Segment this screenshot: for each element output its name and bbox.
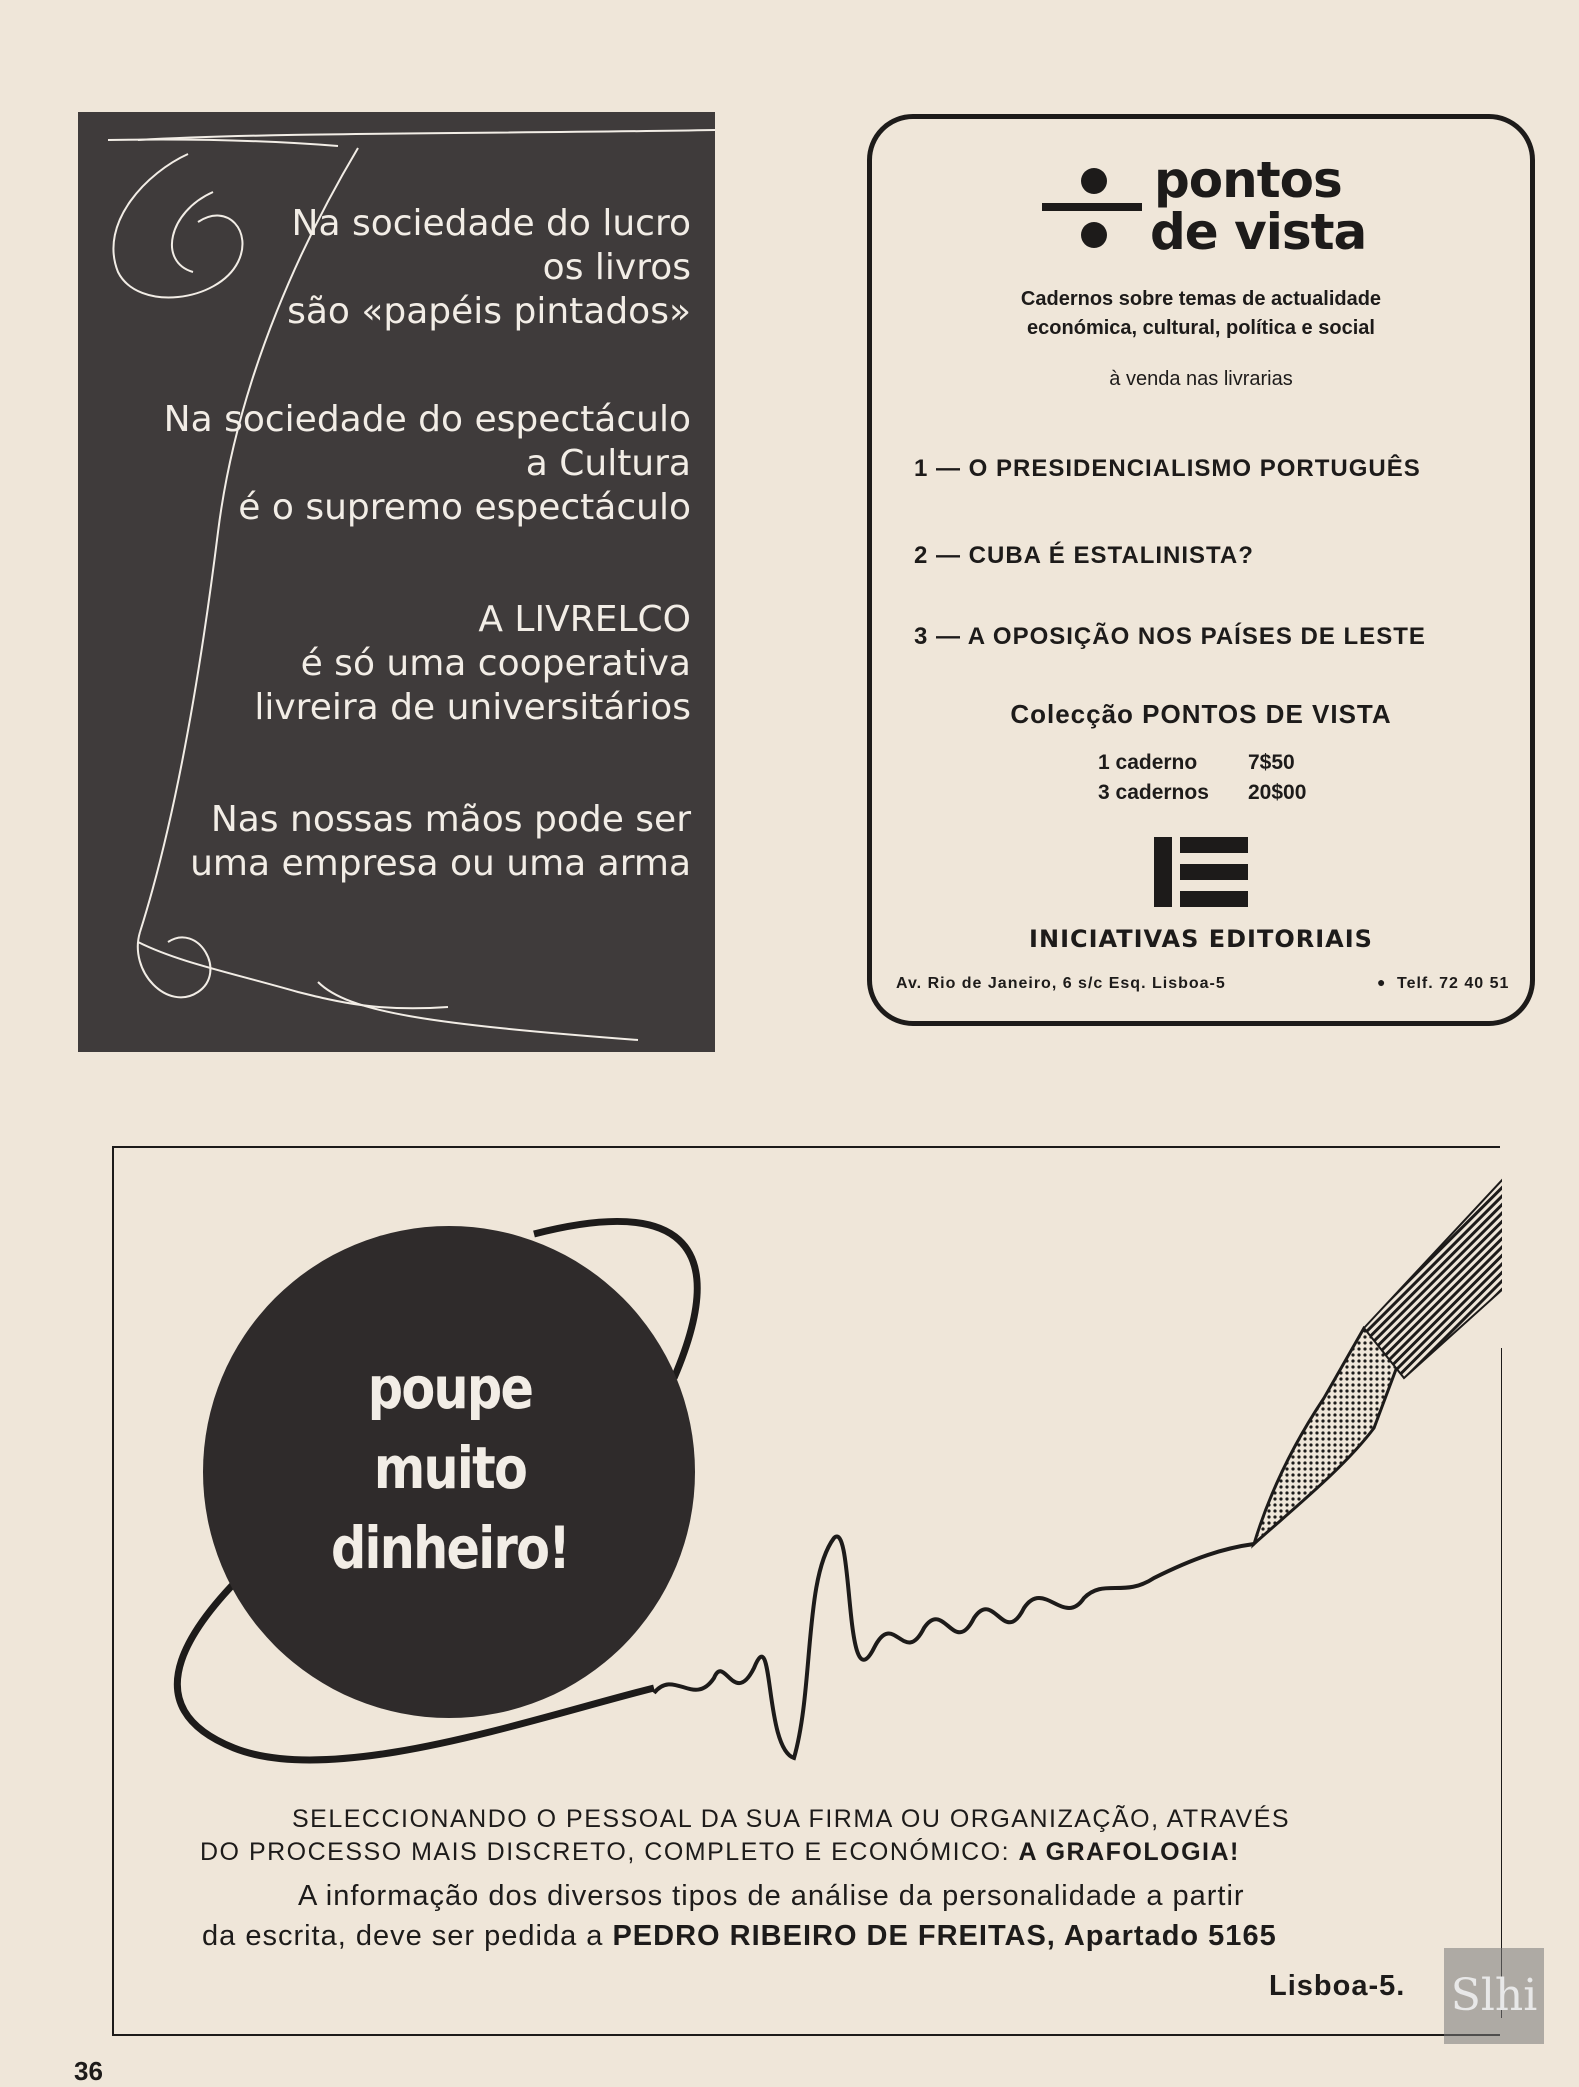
headline-poupe: poupe — [367, 1354, 533, 1422]
iniciativas-editoriais-logo-icon — [1154, 837, 1248, 907]
publisher-phone: Telf. 72 40 51 — [1397, 975, 1510, 992]
grafologia-advert — [112, 1146, 1500, 2036]
pontos-collection: Colecção PONTOS DE VISTA — [1010, 699, 1392, 729]
pontos-availability: à venda nas livrarias — [1109, 368, 1293, 390]
livrelco-line: Na sociedade do espectáculo — [163, 399, 691, 440]
livrelco-line: é só uma cooperativa — [300, 643, 691, 684]
publisher-name: INICIATIVAS EDITORIAIS — [1029, 925, 1373, 953]
pontos-item: 1 — O PRESIDENCIALISMO PORTUGUÊS — [914, 455, 1421, 482]
price-label: 1 caderno — [1098, 751, 1198, 774]
livrelco-line: uma empresa ou uma arma — [190, 843, 691, 884]
price-label: 3 cadernos — [1098, 781, 1209, 804]
livrelco-line: são «papéis pintados» — [287, 291, 691, 332]
headline-dinheiro: dinheiro! — [330, 1514, 570, 1582]
headline-muito: muito — [373, 1434, 527, 1502]
watermark-logo: Slhi — [1444, 1948, 1544, 2044]
grafologia-city: Lisboa-5. — [1269, 1970, 1406, 2002]
livrelco-line: os livros — [542, 247, 691, 288]
pontos-de-vista-advert — [867, 114, 1535, 1026]
grafologia-body-text: da escrita, deve ser pedida a — [202, 1920, 613, 1952]
livrelco-line: A LIVRELCO — [478, 599, 691, 640]
grafologia-body-line: A informação dos diversos tipos de análise da personalidade a partir — [298, 1880, 1245, 1912]
pontos-title: de vista — [1150, 203, 1367, 261]
livrelco-line: a Cultura — [525, 443, 691, 484]
grafologia-body-line — [202, 1920, 1277, 1953]
publisher-address: Av. Rio de Janeiro, 6 s/c Esq. Lisboa-5 — [896, 975, 1226, 992]
pontos-subtitle: económica, cultural, política e social — [1027, 317, 1375, 339]
grafologia-contact: PEDRO RIBEIRO DE FREITAS, Apartado 5165 — [612, 1920, 1277, 1952]
grafologia-caps-text: DO PROCESSO MAIS DISCRETO, COMPLETO E ECONÓMICO: — [200, 1838, 1019, 1866]
pontos-item: 3 — A OPOSIÇÃO NOS PAÍSES DE LESTE — [914, 623, 1426, 650]
livrelco-line: Na sociedade do lucro — [291, 203, 691, 244]
pontos-title: pontos — [1154, 151, 1342, 209]
price-row — [1098, 751, 1358, 779]
livrelco-line: é o supremo espectáculo — [238, 487, 691, 528]
grafologia-caps-line: SELECCIONANDO O PESSOAL DA SUA FIRMA OU ORGANIZAÇÃO, ATRAVÉS — [292, 1805, 1291, 1833]
livrelco-advert — [78, 112, 715, 1052]
grafologia-emphasis: A GRAFOLOGIA! — [1018, 1838, 1240, 1866]
price-value: 20$00 — [1248, 781, 1307, 804]
page-number: 36 — [74, 2056, 103, 2086]
division-sign-icon — [1042, 163, 1142, 253]
grafologia-caps-line — [200, 1838, 1240, 1867]
price-value: 7$50 — [1248, 751, 1295, 774]
livrelco-line: livreira de universitários — [254, 687, 691, 728]
price-row — [1098, 781, 1358, 809]
livrelco-line: Nas nossas mãos pode ser — [210, 799, 691, 840]
pontos-item: 2 — CUBA É ESTALINISTA? — [914, 542, 1254, 569]
pontos-subtitle: Cadernos sobre temas de actualidade — [1020, 288, 1382, 310]
bullet-icon: ● — [1377, 974, 1386, 990]
